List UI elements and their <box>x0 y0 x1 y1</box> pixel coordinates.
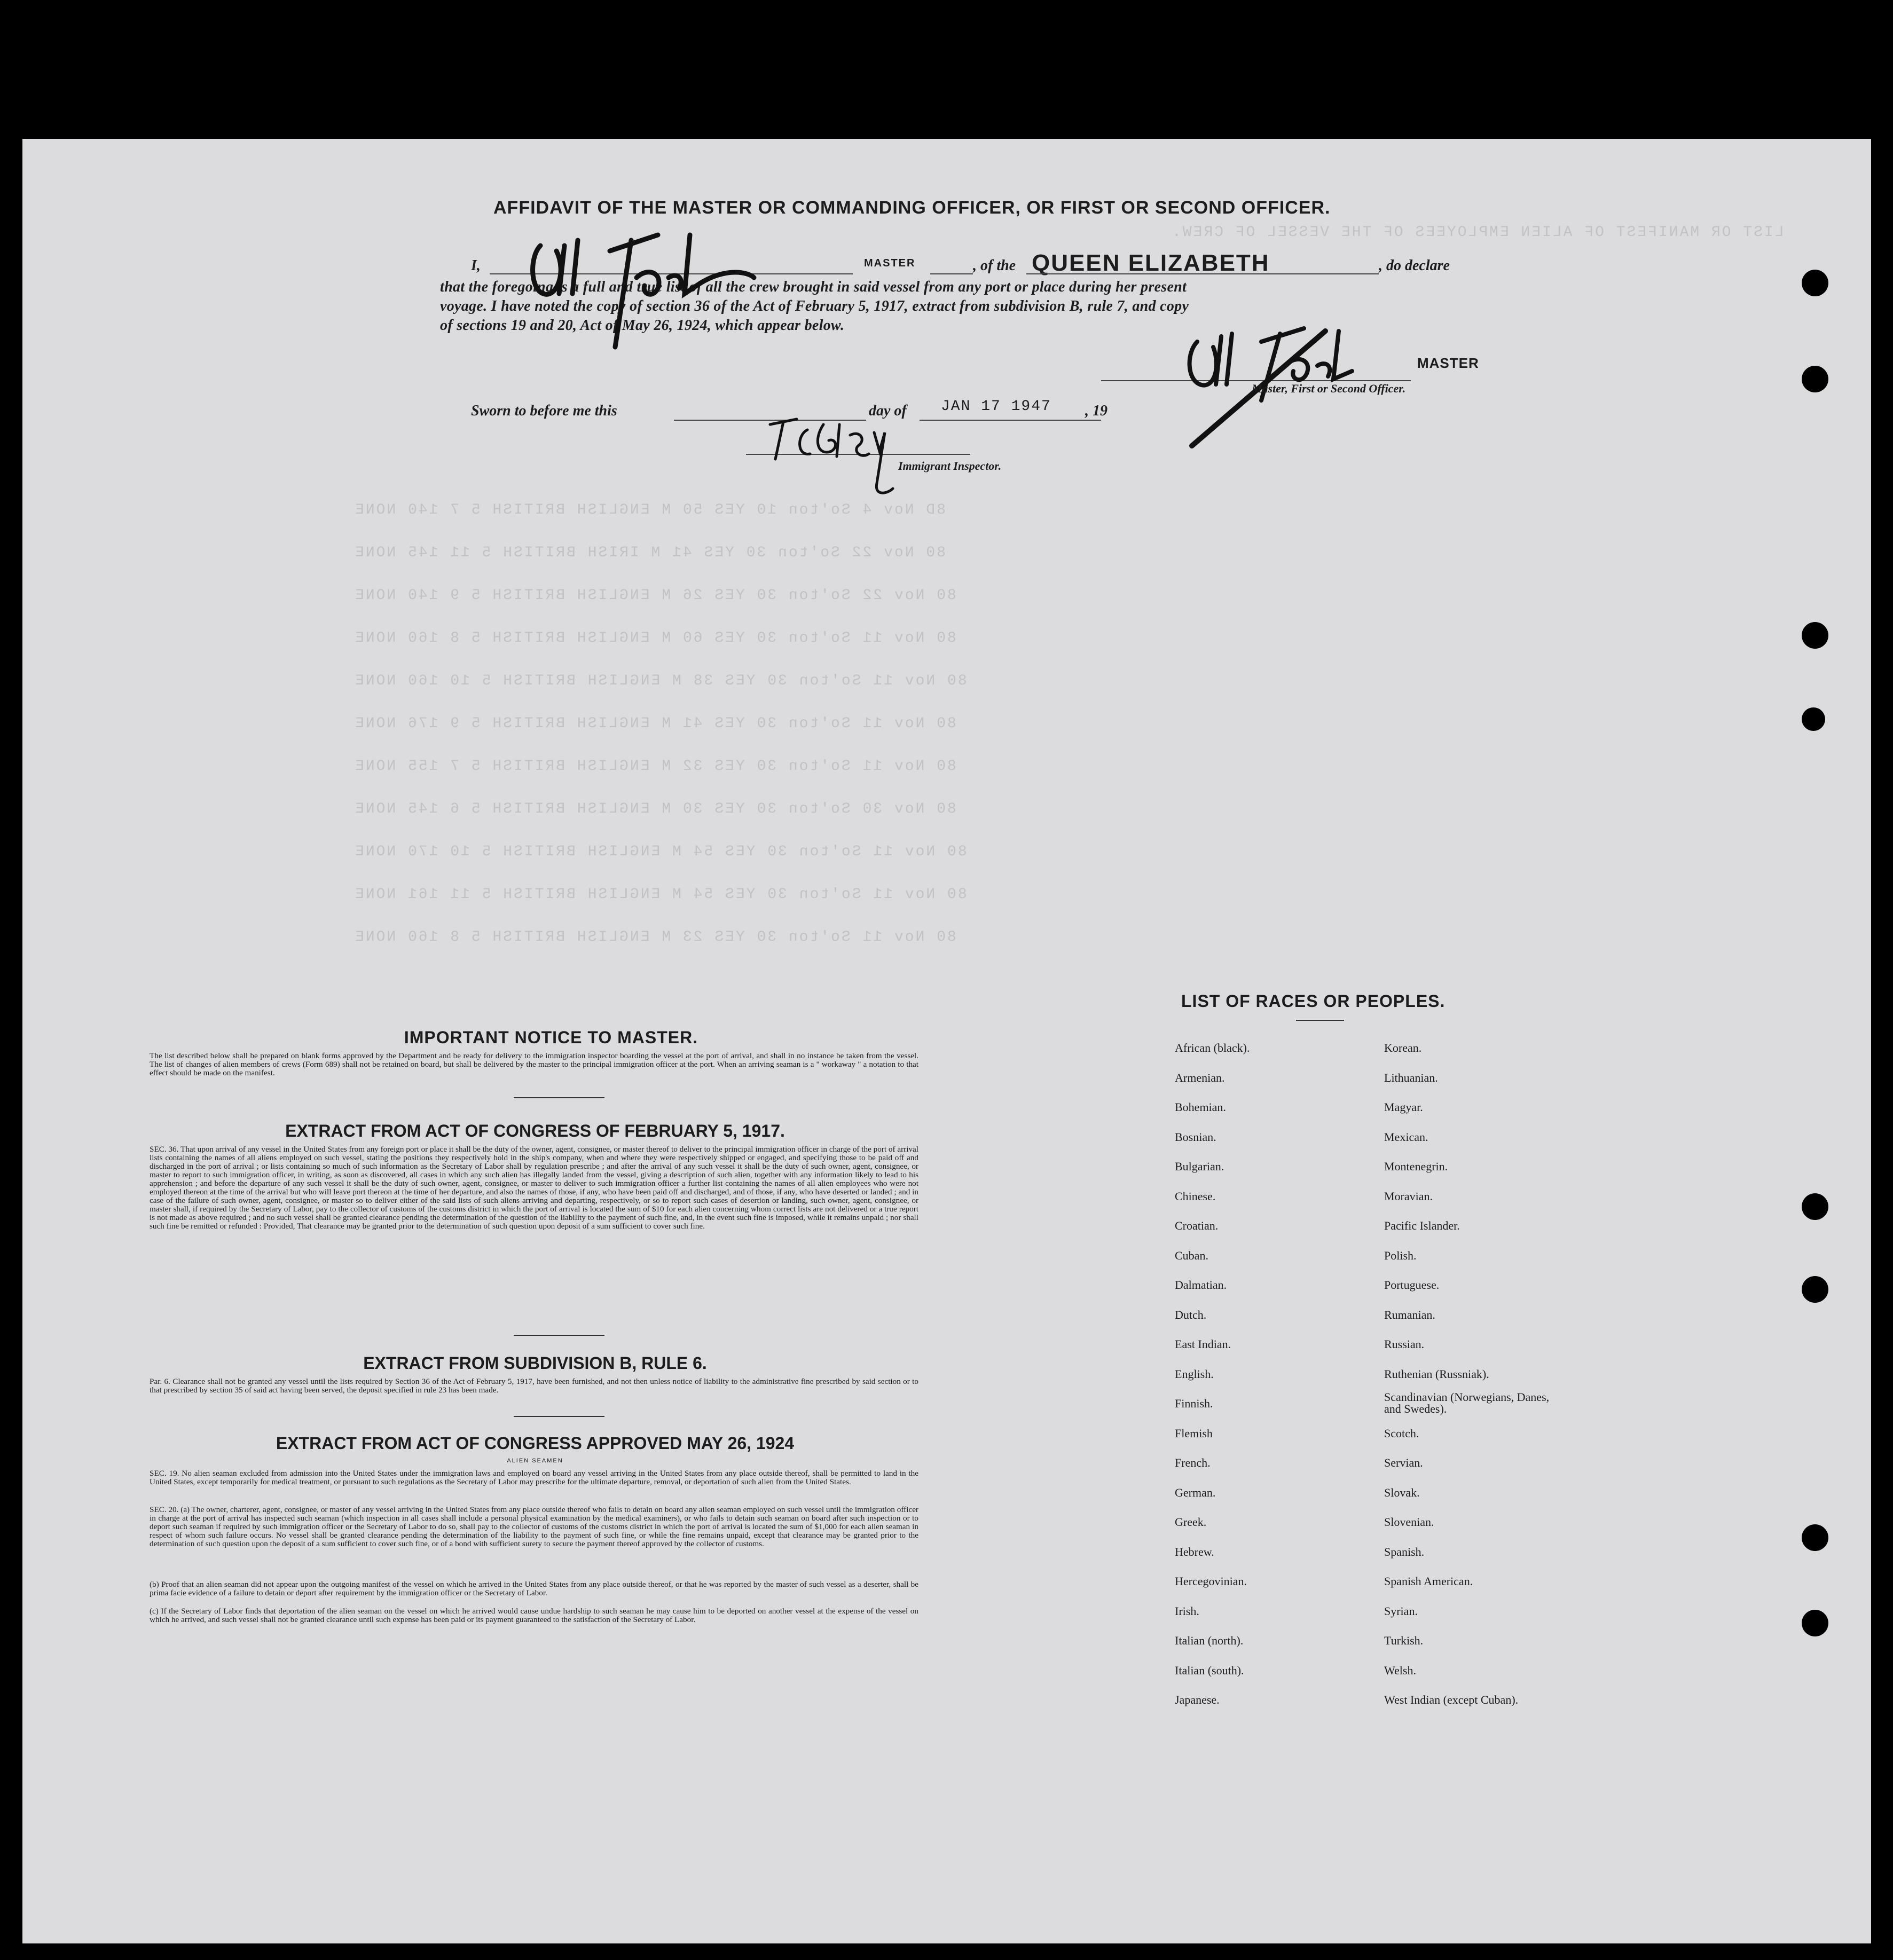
race-item: Chinese. <box>1175 1189 1216 1203</box>
race-item: Irish. <box>1175 1604 1199 1618</box>
rank-line <box>930 273 973 274</box>
divider <box>514 1416 604 1417</box>
race-item: Scotch. <box>1384 1426 1419 1440</box>
bleed-through: 80 Nov 30 So'ton 30 YES 30 M ENGLISH BRITISH 5 6 145 NONE <box>354 801 956 817</box>
race-item: African (black). <box>1175 1041 1250 1054</box>
bleed-through: 80 Nov 11 So'ton 30 YES 32 M ENGLISH BRITISH 5 7 155 NONE <box>354 758 956 775</box>
bleed-through: 80 Nov 11 So'ton 30 YES 41 M ENGLISH BRITISH 5 9 176 NONE <box>354 715 956 732</box>
race-item: German. <box>1175 1485 1216 1499</box>
affidavit-line-3: voyage. I have noted the copy of section 36 of the Act of February 5, 1917, extract from subdivision B, rule 7, and copy <box>440 298 1189 314</box>
race-item: French. <box>1175 1456 1211 1469</box>
divider <box>514 1335 604 1336</box>
sworn-month-line <box>920 420 1101 421</box>
extract-1924-title: EXTRACT FROM ACT OF CONGRESS APPROVED MAY 26, 1924 <box>276 1434 795 1453</box>
extract-1924-sec20c: (c) If the Secretary of Labor finds that deportation of the alien seaman on the vessel on which he arrived would cause undue hardship to such seaman he may cause him to be deported on another vessel at the expense of the vessel on which he arrived, and such vessel shall not be granted clearance until such expense has been paid or its payment guaranteed to the satisfaction of the Secretary of Labor. <box>150 1607 918 1624</box>
punch-hole <box>1802 1610 1828 1636</box>
race-item: Slovenian. <box>1384 1515 1434 1529</box>
race-item: Mexican. <box>1384 1130 1428 1144</box>
bleed-through: 80 Nov 11 So'ton 30 YES 38 M ENGLISH BRITISH 5 10 160 NONE <box>354 673 967 689</box>
punch-hole <box>1802 1524 1828 1551</box>
race-item: Armenian. <box>1175 1070 1225 1084</box>
signature-rank: MASTER <box>1417 355 1479 371</box>
race-item: Montenegrin. <box>1384 1160 1448 1173</box>
do-declare-label: , do declare <box>1379 257 1450 274</box>
race-item: Pacific Islander. <box>1384 1219 1460 1232</box>
race-item: Rumanian. <box>1384 1308 1435 1321</box>
race-item: Syrian. <box>1384 1604 1418 1618</box>
master-signature-top <box>524 224 823 352</box>
sworn-label: Sworn to before me this <box>471 403 617 419</box>
day-of-label: day of <box>869 403 907 419</box>
race-item: Ruthenian (Russniak). <box>1384 1367 1489 1381</box>
punch-hole <box>1802 366 1828 392</box>
race-item: English. <box>1175 1367 1214 1381</box>
affidavit-line-4: of sections 19 and 20, Act of May 26, 1924, which appear below. <box>440 317 845 334</box>
race-item: Spanish. <box>1384 1545 1425 1558</box>
punch-hole <box>1802 1193 1828 1220</box>
race-item: Finnish. <box>1175 1397 1213 1410</box>
race-item: Dutch. <box>1175 1308 1207 1321</box>
race-item: Welsh. <box>1384 1663 1416 1677</box>
races-title: LIST OF RACES OR PEOPLES. <box>1181 991 1446 1011</box>
race-item: Magyar. <box>1384 1100 1423 1114</box>
punch-hole <box>1802 1276 1828 1303</box>
divider <box>514 1097 604 1098</box>
race-item: Turkish. <box>1384 1634 1424 1647</box>
race-item: Portuguese. <box>1384 1278 1440 1292</box>
extract-1924-subtitle: ALIEN SEAMEN <box>507 1458 563 1464</box>
race-item: Italian (south). <box>1175 1663 1244 1677</box>
extract-1917-title: EXTRACT FROM ACT OF CONGRESS OF FEBRUARY 5, 1917. <box>285 1121 785 1140</box>
bleed-through: 8D Nov 4 So'ton 10 YES 50 M ENGLISH BRITISH 5 7 140 NONE <box>354 502 946 518</box>
race-item: Greek. <box>1175 1515 1207 1529</box>
race-item: Italian (north). <box>1175 1634 1244 1647</box>
punch-hole <box>1802 707 1825 731</box>
year-prefix: , 19 <box>1085 403 1107 419</box>
race-item: Servian. <box>1384 1456 1423 1469</box>
race-item: Flemish <box>1175 1426 1213 1440</box>
race-item: Dalmatian. <box>1175 1278 1227 1292</box>
extract-1924-sec20a: SEC. 20. (a) The owner, charterer, agent, consignee, or master of any vessel arriving in the United States from any place outside thereof who fails to detain on board any alien seaman employed on such vessel until the immigration officer in charge at the port of arrival has inspected such seaman (which inspection in all cases shall include a personal physical examination by the medical examiners), or who fails to detain such seaman on board after such inspection or to deport such seaman if required by such immigration officer or the Secretary of Labor to do so, shall pay to the collector of customs of the customs district in which the port of arrival is located the sum of $1,000 for each alien seaman in respect of whom such failure occurs. No vessel shall be granted clearance pending the determination of the liability to the payment of such fine, or while the fine remains unpaid, except that clearance may be granted prior to the determination of such question upon the deposit of a sum sufficient to cover such fine, or of a bond with sufficient surety to secure the payment thereof approved by the collector of customs. <box>150 1505 918 1548</box>
punch-hole <box>1802 270 1828 296</box>
bleed-through: LIST OR MANIFEST OF ALIEN EMPLOYEES OF THE VESSEL OF CREW. <box>1171 224 1784 241</box>
race-item: Japanese. <box>1175 1693 1220 1706</box>
race-item: Spanish American. <box>1384 1575 1473 1588</box>
race-item: Korean. <box>1384 1041 1422 1054</box>
race-item: Bosnian. <box>1175 1130 1216 1144</box>
race-item: Lithuanian. <box>1384 1070 1438 1084</box>
race-item: Bohemian. <box>1175 1100 1226 1114</box>
extract-rule6-text: Par. 6. Clearance shall not be granted any vessel until the lists required by Section 36 of the Act of February 5, 1917, have been furnished, and not then unless notice of liability to the administrative fine prescribed by said section or to that prescribed by section 35 of said act having been served, the deposit specified in rule 23 has been made. <box>150 1377 918 1395</box>
race-item: Moravian. <box>1384 1189 1433 1203</box>
ship-line <box>1026 273 1379 274</box>
signature-caption: Master, First or Second Officer. <box>1252 382 1406 395</box>
affidavit-title: AFFIDAVIT OF THE MASTER OR COMMANDING OFFICER, OR FIRST OR SECOND OFFICER. <box>493 198 1331 218</box>
race-item: Cuban. <box>1175 1248 1208 1262</box>
race-item: East Indian. <box>1175 1337 1231 1351</box>
sworn-date: JAN 17 1947 <box>941 398 1051 415</box>
race-item: Croatian. <box>1175 1219 1219 1232</box>
bleed-through: 80 Nov 11 So'ton 30 YES 60 M ENGLISH BRITISH 5 8 160 NONE <box>354 630 956 647</box>
document-sheet <box>22 139 1871 1943</box>
race-item: West Indian (except Cuban). <box>1384 1693 1519 1706</box>
affidavit-line-2: that the foregoing is a full and true list of all the crew brought in said vessel from any port or place during her present <box>440 279 1187 295</box>
punch-hole <box>1802 622 1828 649</box>
race-item: Hebrew. <box>1175 1545 1214 1558</box>
extract-1924-sec19: SEC. 19. No alien seaman excluded from admission into the United States under the immigration laws and employed on board any vessel arriving in the United States from any place outside thereof, shall be permitted to land in the United States, except temporarily for medical treatment, or pursuant to such regulations as the Secretary of Labor may prescribe for the ultimate departure, removal, or deportation of such alien from the United States. <box>150 1469 918 1486</box>
race-item: Scandinavian (Norwegians, Danes, and Swedes). <box>1384 1390 1550 1415</box>
bleed-through: 80 Nov 22 So'ton 30 YES 26 M ENGLISH BRITISH 5 9 140 NONE <box>354 587 956 604</box>
affidavit-i-label: I, <box>471 257 481 274</box>
extract-rule6-title: EXTRACT FROM SUBDIVISION B, RULE 6. <box>363 1353 707 1373</box>
race-item: Hercegovinian. <box>1175 1575 1247 1588</box>
race-item: Russian. <box>1384 1337 1425 1351</box>
extract-1924-sec20b: (b) Proof that an alien seaman did not appear upon the outgoing manifest of the vessel on which he arrived in the United States from any place outside thereof, or that he was reported by the master of such vessel as a deserter, shall be prima facie evidence of a failure to detain or deport after requirement by the immigration officer or the Secretary of Labor. <box>150 1580 918 1597</box>
divider <box>1296 1020 1344 1021</box>
bleed-through: 80 Nov 11 So'ton 30 YES 54 M ENGLISH BRITISH 5 11 161 NONE <box>354 886 967 903</box>
bleed-through: 80 Nov 22 So'ton 30 YES 41 M IRISH BRITISH 5 11 145 NONE <box>354 545 946 561</box>
bleed-through: 80 Nov 11 So'ton 30 YES 23 M ENGLISH BRITISH 5 8 160 NONE <box>354 929 956 946</box>
extract-1917-text: SEC. 36. That upon arrival of any vessel in the United States from any foreign port or place it shall be the duty of the owner, agent, consignee, or master thereof to deliver to the principal immigration officer in charge of the port of arrival lists containing the names of all aliens employed on such vessel, stating the positions they respectively hold in the ship's company, when and where they were respectively shipped or engaged, and specifying those to be paid off and discharged in the port of arrival ; or lists containing so much of such information as the Secretary of Labor shall by regulation prescribe ; and after the arrival of any such vessel it shall be the duty of such owner, agent, consignee, or master to report to such immigration officer, in writing, as soon as discovered, all cases in which any such alien has illegally landed from the vessel, giving a description of such alien, together with any information likely to lead to his apprehension ; and before the departure of any such vessel it shall be the duty of such owner, agent, consignee, or master to deliver to such immigration officer a further list containing the names of all alien employees who were not employed thereon at the time of the arrival but who will leave port thereon at the time of her departure, and also the names of those, if any, who have been paid off and discharged, and of those, if any, who have deserted or landed ; and in case of the failure of such owner, agent, consignee, or master so to deliver either of the said lists of such aliens arriving and departing, respectively, or so to report such cases of desertion or landing, such owner, agent, consignee, or master shall, if required by the Secretary of Labor, pay to the collector of customs of the customs district in which the port of arrival is located the sum of $10 for each alien concerning whom correct lists are not delivered or a true report is not made as above required ; and no such vessel shall be granted clearance pending the determination of the question of the liability to the payment of such fine, and, in the event such fine is imposed, while it remains unpaid ; nor shall such fine be remitted or refunded : Provided, That clearance may be granted prior to the determination of such question upon deposit of a sum sufficient to cover such fine. <box>150 1145 918 1231</box>
inspector-caption: Immigrant Inspector. <box>898 459 1002 473</box>
notice-text: The list described below shall be prepared on blank forms approved by the Department and be ready for delivery to the immigration inspector boarding the vessel at the port of arrival, and shall in no instance be taken from the vessel. The list of changes of alien members of crews (Form 689) shall not be retained on board, but shall be delivered by the master to the principal immigration officer at the port. When an arriving seaman is a " workaway " a notation to that effect should be made on the manifest. <box>150 1051 918 1077</box>
race-item: Slovak. <box>1384 1485 1420 1499</box>
bleed-through: 80 Nov 11 So'ton 30 YES 54 M ENGLISH BRITISH 5 10 170 NONE <box>354 844 967 860</box>
notice-title: IMPORTANT NOTICE TO MASTER. <box>404 1028 698 1047</box>
race-item: Bulgarian. <box>1175 1160 1224 1173</box>
ship-name: QUEEN ELIZABETH <box>1032 250 1270 276</box>
of-the-label: , of the <box>973 257 1016 274</box>
race-item: Polish. <box>1384 1248 1417 1262</box>
inspector-signature <box>759 408 920 515</box>
affidavit-rank: MASTER <box>864 257 916 269</box>
